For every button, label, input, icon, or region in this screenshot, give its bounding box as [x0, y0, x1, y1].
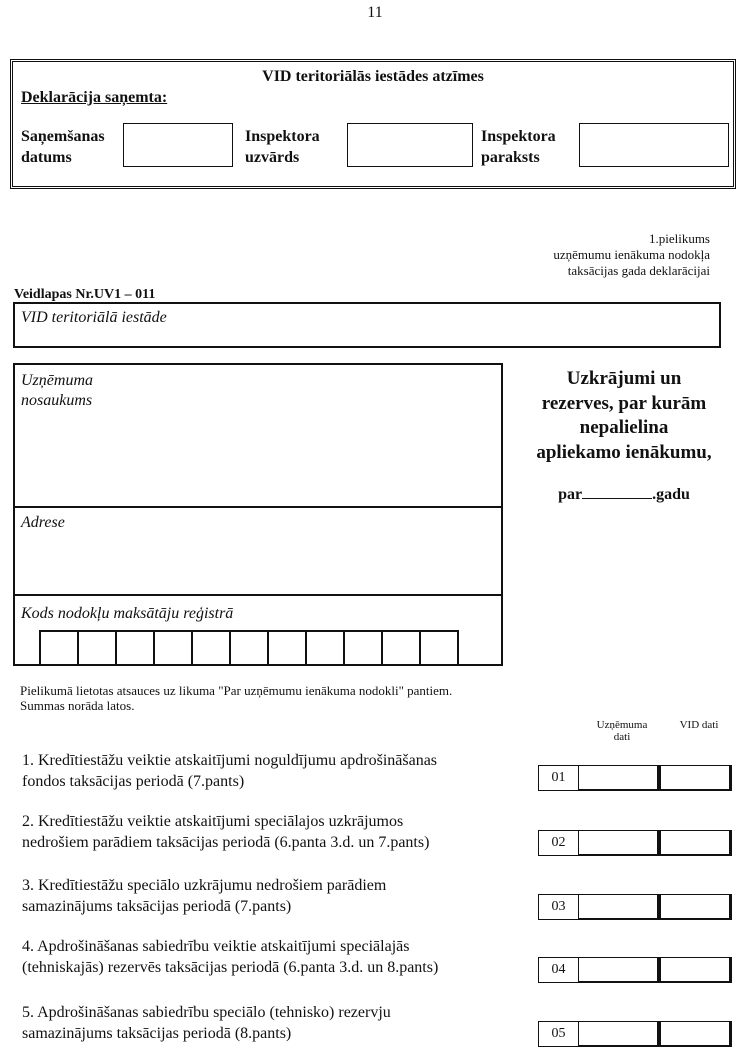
taxpayer-code-label: Kods nodokļu maksātāju reģistrā — [21, 605, 234, 622]
taxpayer-code-cell[interactable] — [79, 630, 117, 666]
receipt-date-label: Saņemšanas datums — [21, 128, 105, 166]
item-description: 3. Kredītiestāžu speciālo uzkrājumu nedrošiem parādiem samazinājums taksācijas periodā (7.pants) — [22, 877, 387, 915]
company-value-field[interactable] — [578, 830, 660, 856]
row-code: 02 — [538, 830, 578, 856]
taxpayer-code-cell[interactable] — [269, 630, 307, 666]
address-label: Adrese — [21, 514, 65, 531]
row-code: 05 — [538, 1021, 578, 1047]
company-value-field[interactable] — [578, 765, 660, 791]
page-number: 11 — [367, 4, 383, 21]
taxpayer-code-cell[interactable] — [307, 630, 345, 666]
vid-marks-box — [10, 59, 736, 189]
taxpayer-code-cells — [39, 630, 459, 666]
address-field[interactable] — [15, 535, 501, 593]
taxpayer-code-cell[interactable] — [231, 630, 269, 666]
company-name-label: Uzņēmuma nosaukums — [21, 372, 93, 409]
territorial-office-label: VID teritoriālā iestāde — [21, 309, 167, 326]
company-value-field[interactable] — [578, 1021, 660, 1047]
vid-marks-title: VID teritoriālās iestādes atzīmes — [262, 68, 484, 85]
vid-value-field[interactable] — [660, 957, 732, 983]
period-line: par .gadu — [558, 486, 690, 503]
declaration-received-label: Deklarācija saņemta: — [21, 89, 168, 106]
taxpayer-code-cell[interactable] — [41, 630, 79, 666]
company-value-field[interactable] — [578, 894, 660, 920]
row-code: 01 — [538, 765, 578, 791]
taxpayer-code-cell[interactable] — [421, 630, 459, 666]
row-code: 04 — [538, 957, 578, 983]
inspector-surname-field[interactable] — [347, 123, 473, 167]
inspector-signature-label: Inspektora paraksts — [481, 128, 556, 166]
form-heading: Uzkrājumi un rezerves, par kurām nepalielina apliekamo ienākumu, — [536, 368, 712, 463]
row-code: 03 — [538, 894, 578, 920]
inspector-surname-label: Inspektora uzvārds — [245, 128, 320, 166]
taxpayer-code-cell[interactable] — [193, 630, 231, 666]
vid-value-field[interactable] — [660, 765, 732, 791]
item-description: 4. Apdrošināšanas sabiedrību veiktie atskaitījumi speciālajās (tehniskajās) rezervēs taksācijas periodā (6.panta 3.d. un 8.pants) — [22, 938, 439, 976]
company-data-column-header: Uzņēmuma dati — [596, 719, 648, 743]
item-description: 5. Apdrošināšanas sabiedrību speciālo (tehnisko) rezervju samazinājums taksācijas periodā (8.pants) — [22, 1004, 391, 1042]
vid-value-field[interactable] — [660, 1021, 732, 1047]
section-divider — [15, 594, 501, 596]
taxpayer-code-cell[interactable] — [345, 630, 383, 666]
section-divider — [15, 506, 501, 508]
company-value-field[interactable] — [578, 957, 660, 983]
company-info-box — [13, 363, 503, 666]
item-description: 1. Kredītiestāžu veiktie atskaitījumi noguldījumu apdrošināšanas fondos taksācijas periodā (7.pants) — [22, 752, 438, 790]
inspector-signature-field[interactable] — [579, 123, 729, 167]
taxpayer-code-cell[interactable] — [155, 630, 193, 666]
territorial-office-field[interactable] — [13, 302, 721, 348]
taxpayer-code-cell[interactable] — [117, 630, 155, 666]
vid-data-column-header: VID dati — [679, 719, 719, 731]
form-number: Veidlapas Nr.UV1 – 011 — [14, 287, 156, 302]
notes: Pielikumā lietotas atsauces uz likuma "Par uzņēmumu ienākuma nodokli" pantiem. Summas norāda latos. — [20, 683, 453, 713]
receipt-date-field[interactable] — [123, 123, 233, 167]
taxpayer-code-cell[interactable] — [383, 630, 421, 666]
vid-value-field[interactable] — [660, 894, 732, 920]
company-name-field[interactable] — [15, 395, 501, 505]
vid-value-field[interactable] — [660, 830, 732, 856]
year-blank[interactable] — [582, 484, 652, 499]
item-description: 2. Kredītiestāžu veiktie atskaitījumi speciālajos uzkrājumos nedrošiem parādiem taksācijas periodā (6.panta 3.d. un 7.pants) — [22, 813, 430, 851]
annex-reference: 1.pielikums uzņēmumu ienākuma nodokļa taksācijas gada deklarācijai — [553, 231, 710, 278]
